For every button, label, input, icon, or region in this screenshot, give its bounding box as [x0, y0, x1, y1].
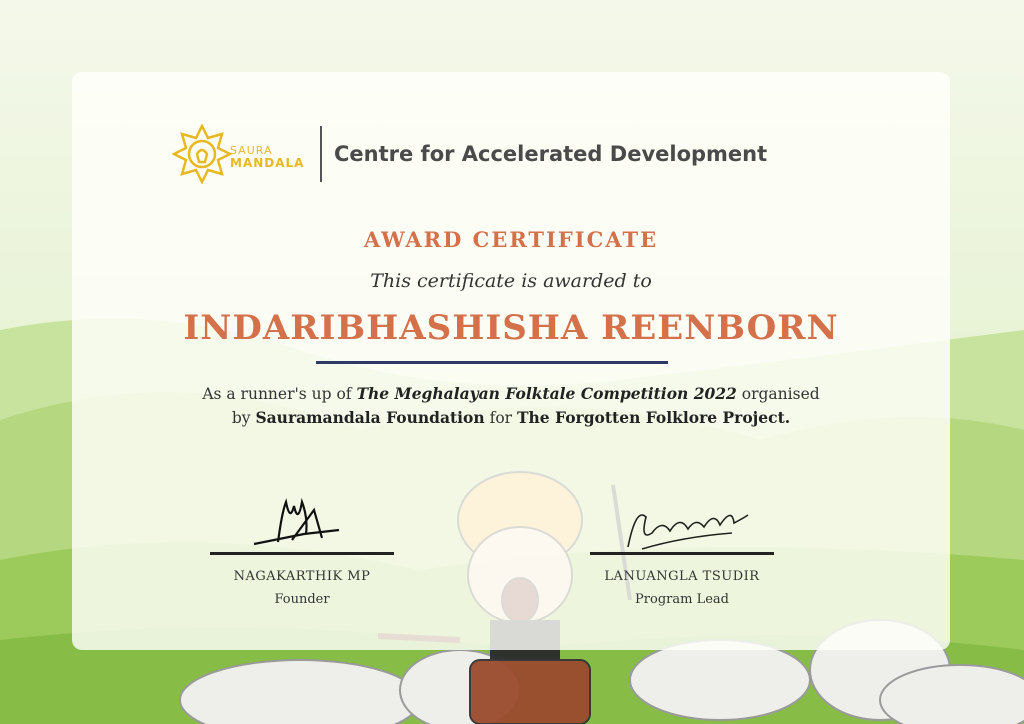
founder-signature — [244, 482, 344, 554]
desc-text: As a runner's up of — [202, 385, 357, 403]
certificate-subtitle: This certificate is awarded to — [370, 270, 652, 292]
signatory-founder — [210, 552, 394, 607]
logo-divider — [320, 126, 322, 182]
certificate-title: AWARD CERTIFICATE — [363, 227, 659, 252]
foundation-name: Sauramandala Foundation — [255, 408, 485, 427]
certificate-description — [132, 382, 890, 430]
recipient-name: INDARIBHASHISHA REENBORN — [183, 308, 839, 348]
logo-wordmark — [230, 144, 304, 170]
logo-line1: SAURA — [230, 144, 273, 157]
signatory-name: NAGAKARTHIK MP — [233, 569, 371, 584]
sun-bulb-icon — [172, 124, 232, 184]
desc-text: organised — [736, 385, 820, 403]
name-underline — [316, 361, 668, 364]
certificate-card — [72, 72, 950, 650]
signatory-program-lead — [590, 552, 774, 607]
desc-text: for — [484, 409, 517, 427]
signature-line — [590, 552, 774, 555]
desc-text: by — [231, 409, 256, 427]
competition-name: The Meghalayan Folktale Competition 2022 — [356, 384, 737, 403]
project-name: The Forgotten Folklore Project. — [517, 408, 791, 427]
signatory-role: Founder — [274, 592, 330, 607]
signatory-name: LANUANGLA TSUDIR — [604, 569, 760, 584]
program-lead-signature — [622, 497, 752, 557]
signatory-role: Program Lead — [635, 592, 729, 607]
logo-line2: MANDALA — [230, 156, 305, 170]
signature-line — [210, 552, 394, 555]
header — [172, 120, 872, 190]
organization-name: Centre for Accelerated Development — [334, 142, 768, 166]
